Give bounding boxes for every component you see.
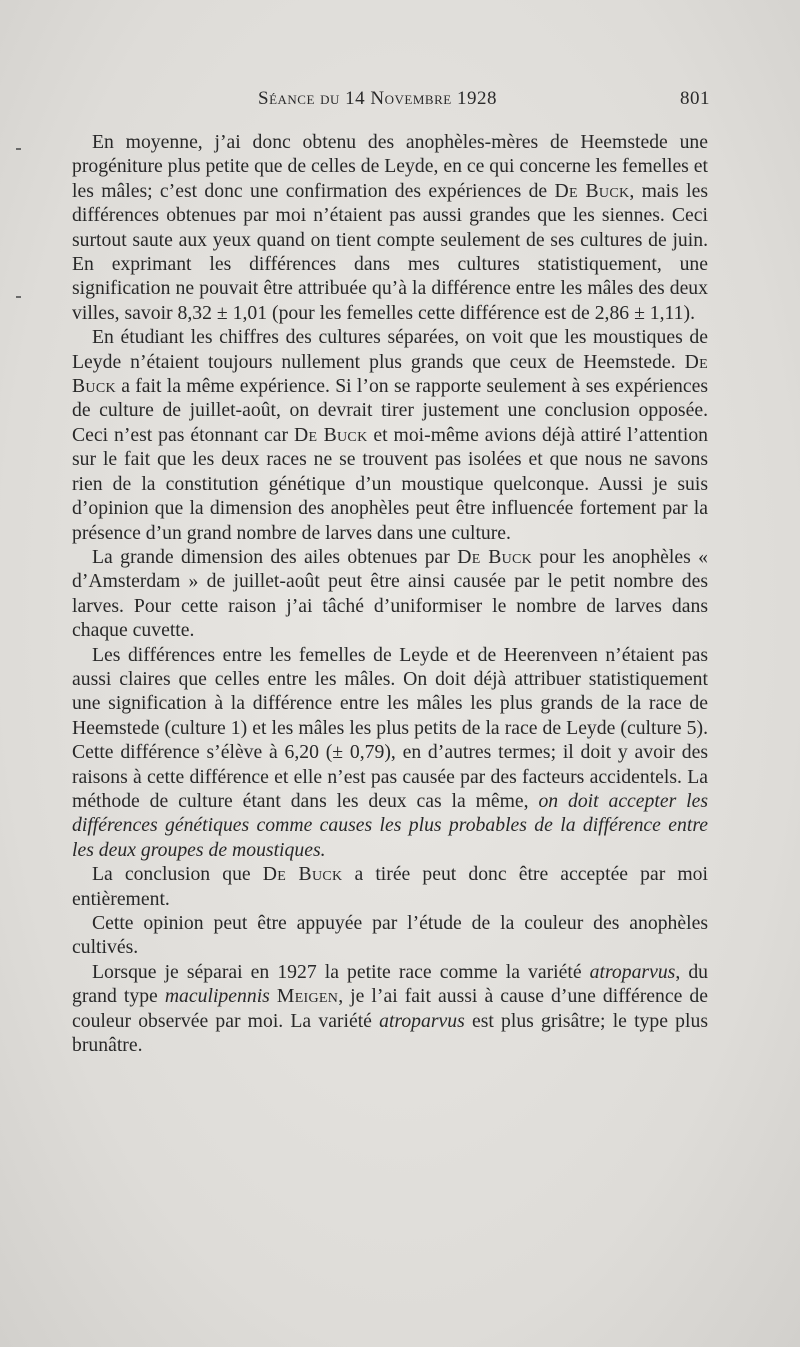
page-number: 801 — [680, 88, 710, 109]
paragraph-3: La grande dimension des ailes obtenues par De Buck pour les anophèles « d’Amsterdam » de juillet-août peut être ainsi causée par le petit nombre des larves. Pour cette raison j’ai tâché d’uniformiser le nombre de larves dans chaque cuvette. — [72, 545, 708, 642]
italic-conclusion: on doit accepter les différences génétiques comme causes les plus probables de la différence entre les deux groupes de moustiques. — [72, 789, 708, 861]
paragraph-4: Les différences entre les femelles de Leyde et de Heerenveen n’étaient pas aussi claires que celles entre les mâles. On doit déjà attribuer statistiquement une signification à la différence entre les mâles les plus grands de la race de Heemstede (culture 1) et les mâles les plus petits de la race de Leyde (culture 5). Cette différence s’élève à 6,20 (± 0,79), en d’autres termes; il doit y avoir des raisons à cette différence et elle n’est pas causée par des facteurs accidentels. La méthode de culture étant dans les deux cas la même, on doit accepter les différences génétiques comme causes les plus probables de la différence entre les deux groupes de moustiques. — [72, 643, 708, 861]
paragraph-1: En moyenne, j’ai donc obtenu des anophèles-mères de Heemstede une progéniture plus petite que de celles de Leyde, en ce qui concerne les femelles et les mâles; c’est donc une confirmation des expériences de De Buck, mais les différences obtenues par moi n’étaient pas aussi grandes que les siennes. Ceci surtout saute aux yeux quand on tient compte seulement de ses cultures de juin. En exprimant les différences dans mes cultures statistiquement, une signification ne pouvait être attribuée qu’à la différence entre les mâles des deux villes, savoir 8,32 ± 1,01 (pour les femelles cette différence est de 2,86 ± 1,11). — [72, 131, 709, 324]
margin-mark — [16, 296, 21, 298]
running-head: Séance du 14 Novembre 1928 — [258, 88, 497, 109]
paragraph-5: La conclusion que De Buck a tirée peut donc être acceptée par moi entièrement. — [72, 863, 708, 910]
page-header — [62, 88, 710, 118]
paragraph-2: En étudiant les chiffres des cultures séparées, on voit que les moustiques de Leyde n’étaient toujours nullement plus grands que ceux de Heemstede. De Buck a fait la même expérience. Si l’on se rapporte seulement à ses expériences de culture de juillet-août, on devrait tirer justement une conclusion opposée. Ceci n’est pas étonnant car De Buck et moi-même avions déjà attiré l’attention sur le fait que les deux races ne se trouvent pas isolées et que nous ne savons rien de la constitution génétique d’un moustique quelconque. Aussi je suis d’opinion que la dimension des anophèles peut être influencée fortement par la présence d’un grand nombre de larves dans une culture. — [72, 326, 709, 544]
author-name: De Buck — [457, 545, 533, 568]
author-name: De Buck — [262, 863, 343, 886]
paragraph-7: Lorsque je séparai en 1927 la petite race comme la variété atroparvus, du grand type maculipennis Meigen, je l’ai fait aussi à cause d’une différence de couleur observée par moi. La variété atroparvus est plus grisâtre; le type plus brunâtre. — [72, 960, 709, 1057]
author-name: Meigen — [276, 985, 339, 1008]
paragraph-6: Cette opinion peut être appuyée par l’étude de la couleur des anophèles cultivés. — [72, 912, 708, 959]
species-name: atroparvus — [589, 960, 676, 983]
margin-mark — [16, 148, 21, 150]
body-text — [72, 130, 708, 1057]
species-name: maculipennis — [164, 985, 270, 1008]
author-name: De Buck — [72, 350, 708, 398]
author-name: De Buck — [554, 179, 630, 202]
author-name: De Buck — [294, 423, 368, 446]
species-name: atroparvus — [379, 1009, 465, 1032]
